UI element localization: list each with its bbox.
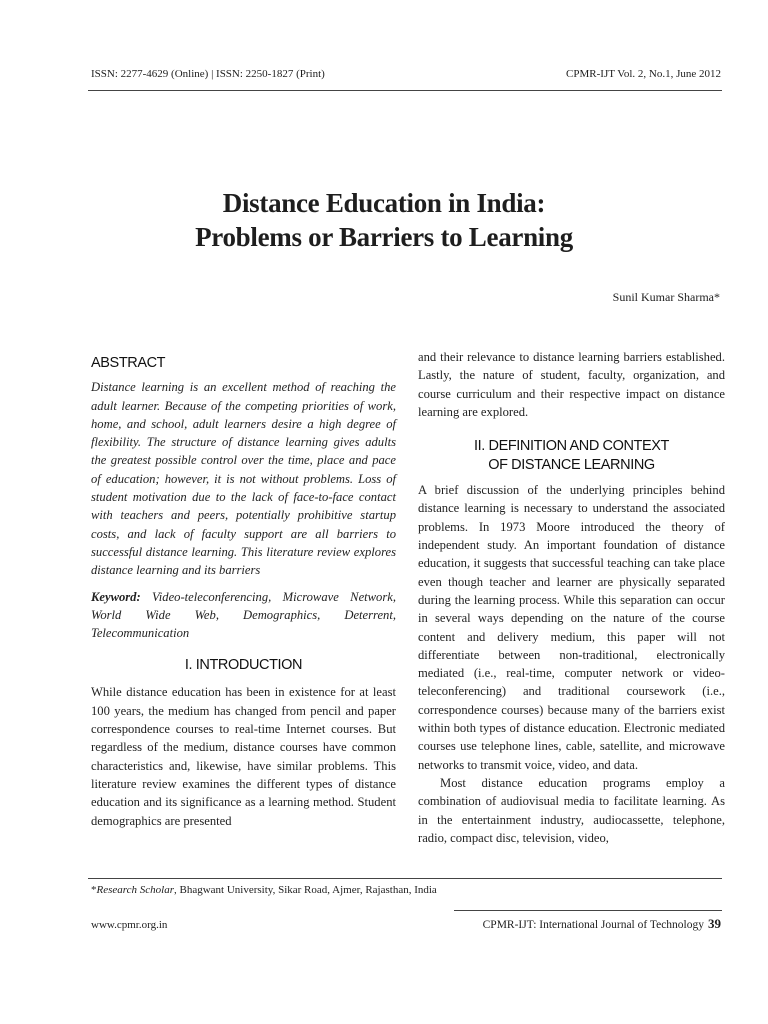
definition-heading-line-1: II. DEFINITION AND CONTEXT [473, 438, 670, 455]
page-number: 39 [708, 916, 721, 931]
definition-heading-line-2: OF DISTANCE LEARNING [488, 457, 655, 474]
footer-rule [454, 910, 722, 911]
left-column [91, 350, 396, 830]
header-rule [88, 90, 722, 91]
footer-journal-name: CPMR-IJT: International Journal of Technology [482, 919, 704, 931]
header-journal-volume: CPMR-IJT Vol. 2, No.1, June 2012 [566, 68, 721, 80]
footnote-role: Research Scholar [96, 884, 174, 896]
keywords-text: Video-teleconferencing, Microwave Network, World Wide Web, Demographics, Deterrent, Telecommunication [91, 589, 396, 641]
footnote-rule [88, 878, 722, 879]
keywords-label: Keyword: [91, 589, 141, 604]
footer-website: www.cpmr.org.in [91, 919, 168, 931]
abstract-text: Distance learning is an excellent method of reaching the adult learner. Because of the competing priorities of work, home, and school, adult learners desire a high degree of flexibility. The structure of distance learning gives adults the greatest possible control over the time, place and pace of education; however, it is not without problems. Loss of student motivation due to the lack of face-to-face contact with teachers and peers, potentially prohibitive startup costs, and lack of faculty support are all barriers to successful distance learning. This literature review explores distance learning and its barriers [91, 380, 396, 578]
paper-title [0, 186, 768, 254]
footnote [91, 884, 437, 896]
keywords [91, 588, 396, 643]
definition-paragraph-1: A brief discussion of the underlying principles behind distance learning is necessary to understand the associated problems. In 1973 Moore introduced the theory of independent study. An important foundation of distance education, it suggests that successful teaching can take place even though teacher and learner are physically separated during the learning process. While this separation can occur in several ways depending on the nature of the course content and delivery medium, this paper will not differentiate between non-traditional, electronically mediated (i.e., real-time, computer network or video-teleconferencing) and traditional coursework (i.e., correspondence courses) because many of the barriers exist within both types of distance education. Electronic mediated courses use telephone lines, cable, satellite, and microwave networks to transmit voice, video, and data. [418, 483, 725, 772]
footer-journal [483, 916, 721, 932]
introduction-text: While distance education has been in existence for at least 100 years, the medium has changed from pencil and paper correspondence courses to real-time Internet courses. But regardless of the medium, distance courses have common characteristics and, likewise, have similar problems. This literature review examines the different types of distance education and its significance as a learning method. Student demographics are presented [91, 685, 396, 828]
right-column [418, 348, 725, 847]
definition-paragraph-2: Most distance education programs employ a combination of audiovisual media to facilitate learning. As in the entertainment industry, audiocassette, telephone, radio, compact disc, television, video, [418, 775, 725, 845]
paper-title-line-2: Problems or Barriers to Learning [195, 222, 573, 252]
footnote-affiliation: , Bhagwant University, Sikar Road, Ajmer, Rajasthan, India [174, 884, 437, 896]
continuation-text: and their relevance to distance learning barriers established. Lastly, the nature of student, faculty, organization, and course curriculum and their respective impact on distance learning are explored. [418, 350, 725, 419]
introduction-heading: I. INTRODUCTION [184, 657, 303, 674]
definition-heading [418, 437, 725, 475]
abstract-heading: ABSTRACT [91, 355, 166, 371]
author-name: Sunil Kumar Sharma* [612, 290, 720, 304]
paper-title-line-1: Distance Education in India: [222, 188, 546, 218]
header-issn: ISSN: 2277-4629 (Online) | ISSN: 2250-1827 (Print) [91, 68, 325, 80]
footnote-marker: * [91, 884, 97, 896]
